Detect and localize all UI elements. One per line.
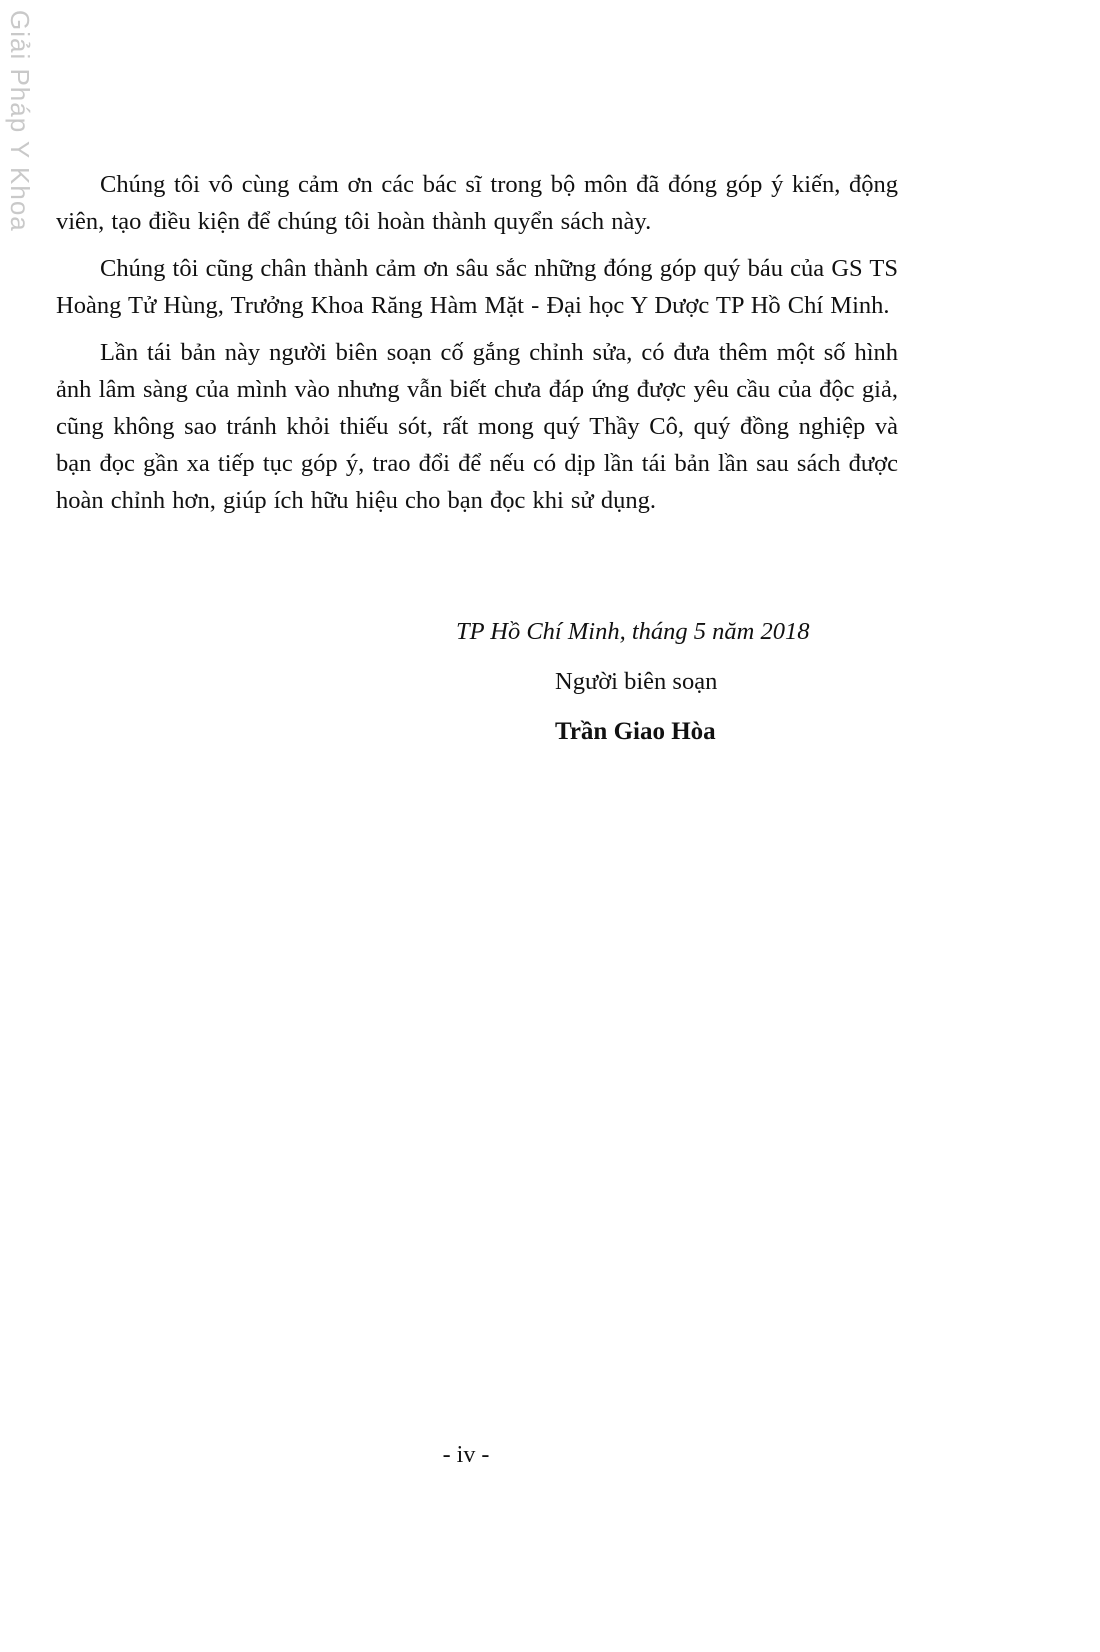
signature-place-date: TP Hồ Chí Minh, tháng 5 năm 2018 <box>456 618 810 645</box>
page-number: - iv - <box>442 1442 490 1468</box>
paragraph-thanks-professor: Chúng tôi cũng chân thành cảm ơn sâu sắc những đóng góp quý báu của GS TS Hoàng Tử Hùng, Trưởng Khoa Răng Hàm Mặt - Đại học Y Dược TP Hồ Chí Minh. <box>56 255 898 319</box>
paragraph-reprint-note: Lần tái bản này người biên soạn cố gắng chỉnh sửa, có đưa thêm một số hình ảnh lâm sàng của mình vào nhưng vẫn biết chưa đáp ứng được yêu cầu của độc giả, cũng không sao tránh khỏi thiếu sót, rất mong quý Thầy Cô, quý đồng nghiệp và bạn đọc gần xa tiếp tục góp ý, trao đổi để nếu có dịp lần tái bản lần sau sách được hoàn chỉnh hơn, giúp ích hữu hiệu cho bạn đọc khi sử dụng. <box>56 339 898 514</box>
body-text <box>56 166 898 529</box>
signature-name: Trần Giao Hòa <box>555 718 716 745</box>
signature-role: Người biên soạn <box>555 668 718 695</box>
paragraph-thanks-department: Chúng tôi vô cùng cảm ơn các bác sĩ trong bộ môn đã đóng góp ý kiến, động viên, tạo điều kiện để chúng tôi hoàn thành quyển sách này. <box>56 171 898 235</box>
watermark: Giải Pháp Y Khoa <box>5 10 35 232</box>
